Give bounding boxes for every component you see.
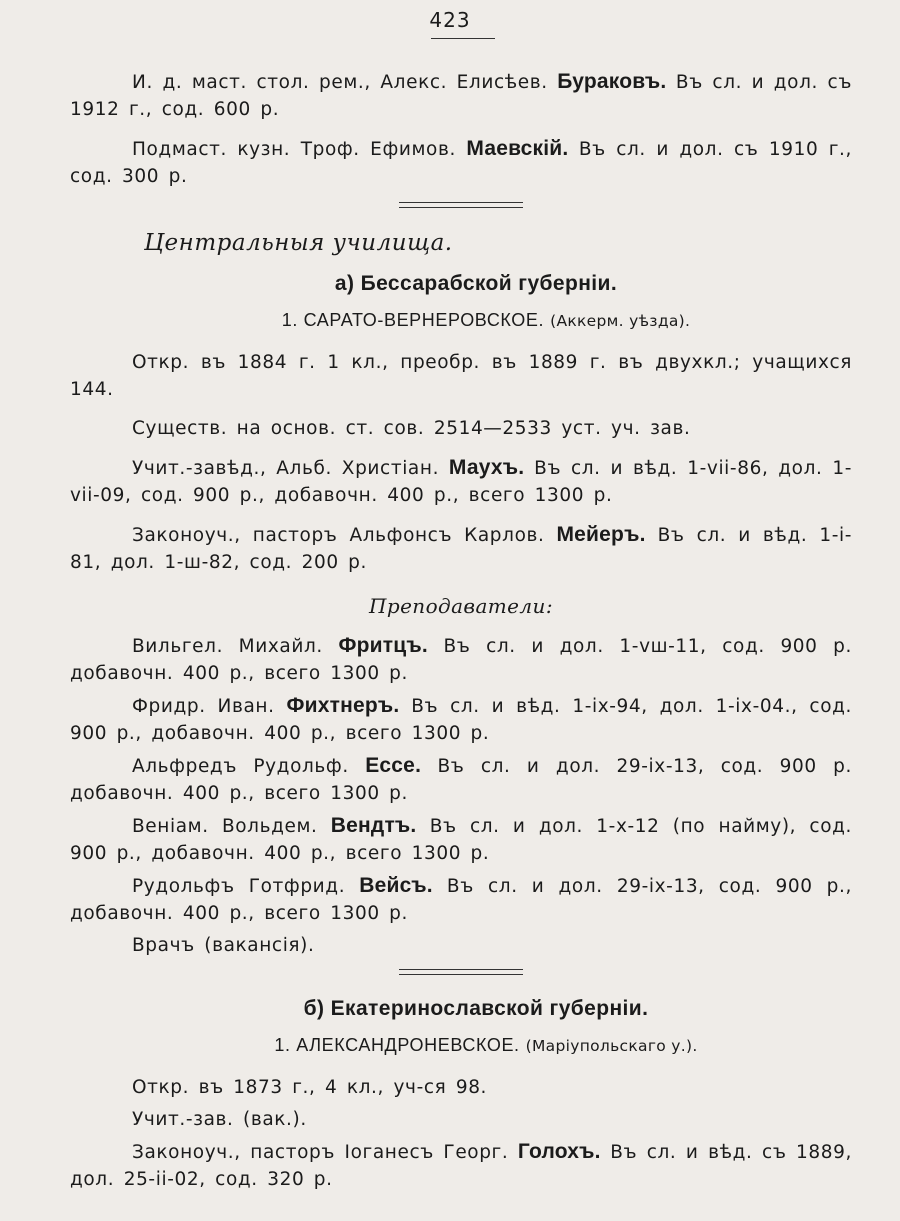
surname: Вендтъ. <box>330 814 417 837</box>
entry-maukh: Учит.-завѣд., Альб. Христіан. Маухъ. Въ сл. и вѣд. 1-vii-86, дол. 1-vii-09, сод. 900 р., добавочн. 400 р., всего 1300 р. <box>70 456 852 506</box>
school-info: Откр. въ 1884 г. 1 кл., преобр. въ 1889 г. въ двухкл.; учащихся 144. <box>70 352 852 400</box>
school-heading-b <box>120 1035 852 1056</box>
surname: Маевскій. <box>466 137 569 160</box>
school-info: Существ. на основ. ст. сов. 2514—2533 уст. уч. зав. <box>132 418 691 439</box>
entry-burakov: И. д. маст. стол. рем., Алекс. Елисѣев. Бураковъ. Въ сл. и дол. съ 1912 г., сод. 600 р. <box>70 70 852 120</box>
surname: Вейсъ. <box>359 874 433 897</box>
school-name: 1. АЛЕКСАНДРОНЕВСКОЕ. <box>274 1035 520 1055</box>
surname: Ессе. <box>365 754 422 777</box>
entry-fichtner: Фридр. Иван. Фихтнеръ. Въ сл. и вѣд. 1-ix-94, дол. 1-ix-04., сод. 900 р., добавочн. 400 р., всего 1300 р. <box>70 694 852 744</box>
body-text <box>70 68 852 1205</box>
school-name: 1. САРАТО-ВЕРНЕРОВСКОЕ. <box>281 310 545 330</box>
surname: Маухъ. <box>448 456 525 479</box>
governorate-heading-b: б) Екатеринославской губерніи. <box>303 997 649 1020</box>
section-divider <box>399 969 523 975</box>
surname: Бураковъ. <box>557 70 667 93</box>
entry-esse: Альфредъ Рудольф. Ессе. Въ сл. и дол. 29-ix-13, сод. 900 р. добавочн. 400 р., всего 1300 р. <box>70 754 853 804</box>
surname: Фихтнеръ. <box>286 694 400 717</box>
entry-weiss: Рудольфъ Готфрид. Вейсъ. Въ сл. и дол. 29-ix-13, сод. 900 р., добавочн. 400 р., всего 1300 р. <box>70 874 852 924</box>
school-district: (Маріупольскаго у.). <box>525 1037 698 1055</box>
surname: Фритцъ. <box>338 634 428 657</box>
entry-maevsky: Подмаст. кузн. Троф. Ефимов. Маевскій. Въ сл. и дол. съ 1910 г., сод. 300 р. <box>70 137 853 187</box>
surname: Голохъ. <box>517 1140 601 1163</box>
school-district: (Аккерм. уѣзда). <box>550 312 691 330</box>
entry-golokh: Законоуч., пасторъ Іоганесъ Георг. Голохъ. Въ сл. и вѣд. съ 1889, дол. 25-ii-02, сод. 320 р. <box>70 1140 852 1190</box>
section-divider <box>399 202 523 208</box>
page-number: 423 <box>429 8 471 32</box>
school-heading-a <box>120 310 852 331</box>
school-info: Откр. въ 1873 г., 4 кл., уч-ся 98. <box>132 1077 488 1098</box>
surname: Мейеръ. <box>556 523 646 546</box>
entry-doctor: Врачъ (вакансія). <box>132 935 315 956</box>
governorate-heading-a: а) Бессарабской губерніи. <box>334 272 618 295</box>
page-number-rule <box>431 38 495 39</box>
entry-vendt: Веніам. Вольдем. Вендтъ. Въ сл. и дол. 1-x-12 (по найму), сод. 900 р., добавочн. 400 р., всего 1300 р. <box>70 814 852 864</box>
entry-meyer: Законоуч., пасторъ Альфонсъ Карлов. Мейеръ. Въ сл. и вѣд. 1-i-81, дол. 1-ш-82, сод. 200 р. <box>70 523 852 573</box>
entry-fritz: Вильгел. Михайл. Фритцъ. Въ сл. и дол. 1-vш-11, сод. 900 р. добавочн. 400 р., всего 1300 р. <box>70 634 852 684</box>
section-title: Центральныя училища. <box>144 230 453 256</box>
school-info: Учит.-зав. (вак.). <box>132 1109 307 1130</box>
teachers-heading: Преподаватели: <box>369 594 553 618</box>
